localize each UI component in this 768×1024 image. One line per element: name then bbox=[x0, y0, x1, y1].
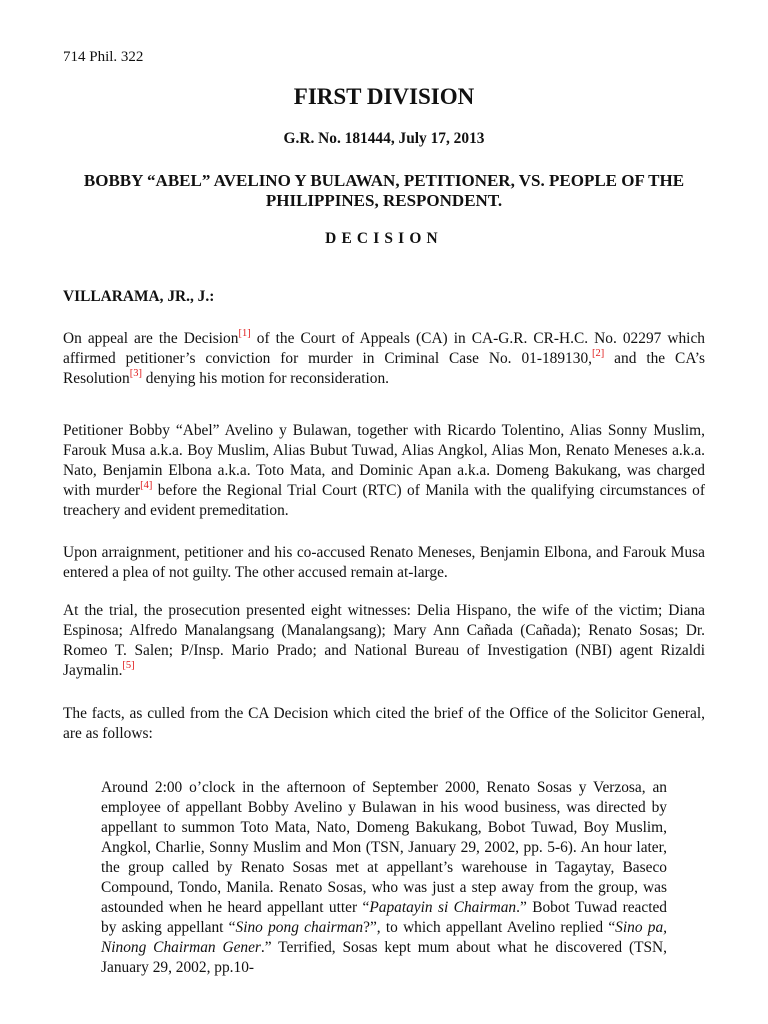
phil-citation: 714 Phil. 322 bbox=[63, 49, 144, 65]
paragraph-1-text-d: denying his motion for reconsideration. bbox=[141, 370, 390, 387]
paragraph-4-text: At the trial, the prosecution presented eight witnesses: Delia Hispano, the wife of the victim; Diana Espinosa; Alfredo Manalangsang (Manalangsang); Mary Ann Cañada (Cañada); Renato Sosas; Dr. Romeo T. Salen; P/Insp. Mario Prado; and National Bureau of Investigation (NBI) agent Rizaldi Jaymalin. bbox=[63, 602, 705, 679]
quote-text-b: .” Bobot Tuwad reacted by asking appellant “ bbox=[101, 899, 667, 936]
footnote-link-4[interactable]: [4] bbox=[140, 480, 153, 491]
quote-italic-1: Papatayin si Chairman bbox=[369, 899, 517, 916]
case-number: G.R. No. 181444, July 17, 2013 bbox=[283, 130, 485, 147]
quote-text-c: ?”, to which appellant Avelino replied “ bbox=[363, 919, 616, 936]
ponente: VILLARAMA, JR., J.: bbox=[63, 288, 215, 305]
quote-text-a: Around 2:00 o’clock in the afternoon of September 2000, Renato Sosas y Verzosa, an employee of appellant Bobby Avelino y Bulawan in his wood business, was directed by appellant to summon Toto Mata, Nato, Domeng Bakukang, Bobot Tuwad, Boy Muslim, Angkol, Charlie, Sonny Muslim and Mon (TSN, January 29, 2002, pp. 5-6). An hour later, the group called by Renato Sosas met at appellant’s warehouse in Tagaytay, Baseco Compound, Tondo, Manila. Renato Sosas, who was just a step away from the group, was astounded when he heard appellant utter “ bbox=[101, 779, 667, 916]
footnote-link-3[interactable]: [3] bbox=[129, 368, 142, 379]
paragraph-5: The facts, as culled from the CA Decision which cited the brief of the Office of the Solicitor General, are as follows: bbox=[63, 705, 705, 742]
quote-italic-3: Sino pa, Ninong Chairman Gener bbox=[101, 919, 668, 956]
decision-heading: DECISION bbox=[325, 230, 443, 247]
paragraph-1-text-b: of the Court of Appeals (CA) in CA-G.R. CR-H.C. No. 02297 which affirmed petitioner’s conviction for murder in Criminal Case No. 01-189130, bbox=[63, 330, 705, 367]
division-title: FIRST DIVISION bbox=[293, 84, 475, 109]
paragraph-4 bbox=[63, 601, 705, 681]
quote-italic-2: Sino pong chairman bbox=[235, 919, 364, 936]
footnote-link-2[interactable]: [2] bbox=[592, 348, 605, 359]
paragraph-1-text-c: and the CA’s Resolution bbox=[63, 350, 705, 387]
paragraph-1-text-a: On appeal are the Decision bbox=[63, 330, 239, 347]
paragraph-1 bbox=[63, 329, 705, 389]
paragraph-3: Upon arraignment, petitioner and his co-accused Renato Meneses, Benjamin Elbona, and Farouk Musa entered a plea of not guilty. The other accused remain at-large. bbox=[63, 544, 705, 581]
paragraph-2 bbox=[63, 421, 705, 521]
footnote-link-5[interactable]: [5] bbox=[122, 660, 135, 671]
block-quote bbox=[101, 778, 667, 978]
case-parties: BOBBY “ABEL” AVELINO Y BULAWAN, PETITIONER, VS. PEOPLE OF THE PHILIPPINES, RESPONDENT. bbox=[83, 171, 685, 210]
paragraph-2-text-b: before the Regional Trial Court (RTC) of Manila with the qualifying circumstances of treachery and evident premeditation. bbox=[63, 482, 705, 519]
paragraph-2-text-a: Petitioner Bobby “Abel” Avelino y Bulawan, together with Ricardo Tolentino, Alias Sonny Muslim, Farouk Musa a.k.a. Boy Muslim, Alias Bubut Tuwad, Alias Angkol, Alias Mon, Renato Meneses a.k.a. Nato, Benjamin Elbona a.k.a. Toto Mata, and Dominic Apan a.k.a. Domeng Bakukang, was charged with murder bbox=[63, 422, 705, 499]
footnote-link-1[interactable]: [1] bbox=[238, 328, 251, 339]
quote-text-d: .” Terrified, Sosas kept mum about what he discovered (TSN, January 29, 2002, pp.10- bbox=[101, 939, 667, 976]
